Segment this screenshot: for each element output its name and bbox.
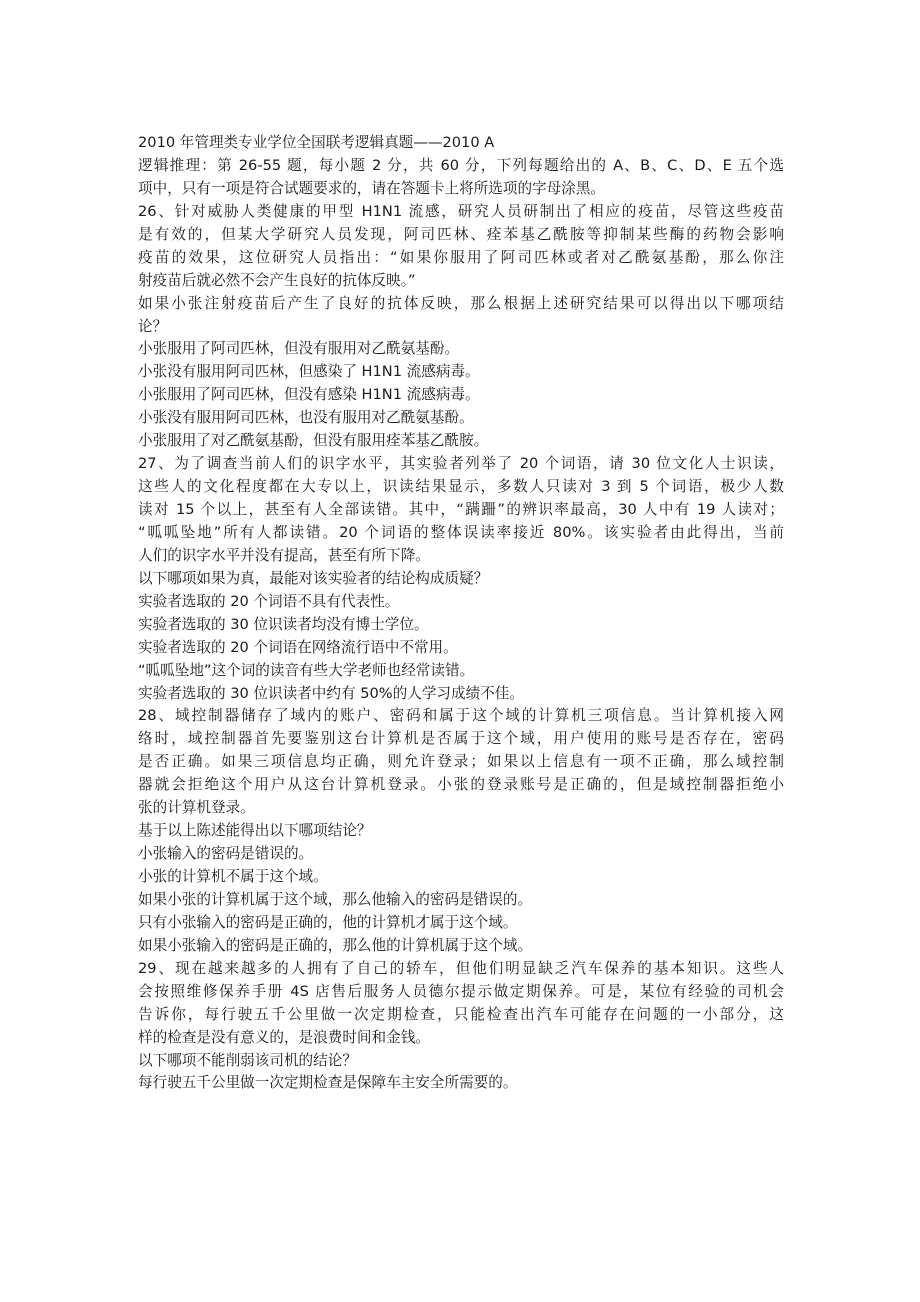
question-stem-paragraph	[138, 705, 784, 820]
question-stem-line: 射疫苗后就必然不会产生良好的抗体反映。”	[138, 271, 416, 289]
option-line: 实验者选取的 30 位识读者均没有博士学位。	[138, 615, 429, 633]
question-stem-line: 28、域控制器储存了域内的账户、密码和属于这个域的计算机三项信息。当计算机接入网	[138, 707, 784, 725]
question-stem-line: 这些人的文化程度都在大专以上，识读结果显示，多数人只读对 3 到 5 个词语，极少人数	[138, 478, 784, 496]
option-line: 小张没有服用阿司匹林，但感染了 H1N1 流感病毒。	[138, 363, 480, 381]
option-line: 如果小张输入的密码是正确的，那么他的计算机属于这个域。	[138, 936, 533, 954]
option-paragraph	[138, 637, 784, 660]
question-stem-paragraph	[138, 201, 784, 293]
option-line: 实验者选取的 20 个词语不具有代表性。	[138, 592, 400, 610]
question-stem-line: “呱呱坠地”所有人都读错。20 个词语的整体误读率接近 80%。该实验者由此得出，当前	[138, 523, 784, 541]
question-prompt-line: 以下哪项不能削弱该司机的结论？	[138, 1051, 357, 1069]
question-prompt-paragraph	[138, 1050, 784, 1073]
option-paragraph	[138, 338, 784, 361]
option-line: 小张服用了阿司匹林，但没有感染 H1N1 流感病毒。	[138, 386, 480, 404]
question-stem-line: 是否正确。如果三项信息均正确，则允许登录；如果以上信息有一项不正确，那么域控制	[138, 753, 784, 771]
question-stem-paragraph	[138, 958, 784, 1050]
option-paragraph	[138, 866, 784, 889]
question-stem-line: 26、针对威胁人类健康的甲型 H1N1 流感，研究人员研制出了相应的疫苗，尽管这些疫苗	[138, 202, 784, 220]
title-paragraph	[138, 132, 784, 155]
question-stem-line: 样的检查是没有意义的，是浪费时间和金钱。	[138, 1028, 430, 1046]
instructions-paragraph	[138, 155, 784, 201]
question-stem-line: 张的计算机登录。	[138, 799, 255, 817]
option-line: 小张服用了阿司匹林，但没有服用对乙酰氨基酚。	[138, 340, 460, 358]
option-line: 每行驶五千公里做一次定期检查是保障车主安全所需要的。	[138, 1074, 518, 1092]
document-body	[138, 132, 784, 1095]
option-line: 小张没有服用阿司匹林，也没有服用对乙酰氨基酚。	[138, 409, 474, 427]
option-paragraph	[138, 384, 784, 407]
option-paragraph	[138, 843, 784, 866]
option-line: 实验者选取的 20 个词语在网络流行语中不常用。	[138, 638, 458, 656]
question-stem-line: 器就会拒绝这个用户从这台计算机登录。小张的登录账号是正确的，但是域控制器拒绝小	[138, 776, 784, 794]
question-prompt-paragraph	[138, 293, 784, 339]
question-stem-line: 会按照维修保养手册 4S 店售后服务人员德尔提示做定期保养。可是，某位有经验的司机会	[138, 982, 784, 1000]
question-stem-line: 27、为了调查当前人们的识字水平，其实验者列举了 20 个词语，请 30 位文化人士识读，	[138, 455, 784, 473]
title-line: 2010 年管理类专业学位全国联考逻辑真题——2010 A	[138, 134, 495, 151]
option-line: 只有小张输入的密码是正确的，他的计算机才属于这个域。	[138, 913, 518, 931]
option-paragraph	[138, 1072, 784, 1095]
question-stem-line: 29、现在越来越多的人拥有了自己的轿车，但他们明显缺乏汽车保养的基本知识。这些人	[138, 959, 784, 977]
question-stem-paragraph	[138, 453, 784, 568]
question-stem-line: 是有效的，但某大学研究人员发现，阿司匹林、痊苯基乙酰胺等抑制某些酶的药物会影响	[138, 225, 784, 243]
option-line: “呱呱坠地”这个词的读音有些大学老师也经常读错。	[138, 661, 475, 679]
option-line: 小张输入的密码是错误的。	[138, 845, 314, 863]
option-paragraph	[138, 660, 784, 683]
option-paragraph	[138, 407, 784, 430]
question-stem-line: 读对 15 个以上，甚至有人全部读错。其中，“蹒跚”的辨识率最高，30 人中有 19 人读对；	[138, 501, 784, 518]
question-stem-line: 疫苗的效果，这位研究人员指出：“如果你服用了阿司匹林或者对乙酰氨基酚，那么你注	[138, 248, 784, 266]
instructions-line: 项中，只有一项是符合试题要求的，请在答题卡上将所选项的字母涂黑。	[138, 179, 606, 197]
question-prompt-line: 如果小张注射疫苗后产生了良好的抗体反映，那么根据上述研究结果可以得出以下哪项结	[138, 294, 784, 312]
option-line: 实验者选取的 30 位识读者中约有 50%的人学习成绩不佳。	[138, 684, 524, 702]
option-paragraph	[138, 912, 784, 935]
option-paragraph	[138, 683, 784, 706]
question-prompt-paragraph	[138, 568, 784, 591]
option-paragraph	[138, 614, 784, 637]
question-prompt-line: 基于以上陈述能得出以下哪项结论？	[138, 822, 372, 840]
option-paragraph	[138, 935, 784, 958]
instructions-line: 逻辑推理：第 26-55 题，每小题 2 分，共 60 分，下列每题给出的 A、B、C、D、E 五个选	[138, 156, 784, 174]
question-stem-line: 人们的识字水平并没有提高，甚至有所下降。	[138, 546, 430, 564]
option-paragraph	[138, 591, 784, 614]
option-line: 小张的计算机不属于这个域。	[138, 868, 328, 885]
option-paragraph	[138, 430, 784, 453]
option-line: 小张服用了对乙酰氨基酚，但没有服用痊苯基乙酰胺。	[138, 432, 489, 450]
question-prompt-paragraph	[138, 820, 784, 843]
question-prompt-line: 论？	[138, 317, 168, 335]
option-paragraph	[138, 361, 784, 384]
option-line: 如果小张的计算机属于这个域，那么他输入的密码是错误的。	[138, 890, 533, 908]
question-stem-line: 络时，域控制器首先要鉴别这台计算机是否属于这个域，用户使用的账号是否存在，密码	[138, 730, 784, 748]
question-prompt-line: 以下哪项如果为真，最能对该实验者的结论构成质疑？	[138, 569, 489, 587]
question-stem-line: 告诉你，每行驶五千公里做一次定期检查，只能检查出汽车可能存在问题的一小部分，这	[138, 1005, 784, 1023]
option-paragraph	[138, 889, 784, 912]
